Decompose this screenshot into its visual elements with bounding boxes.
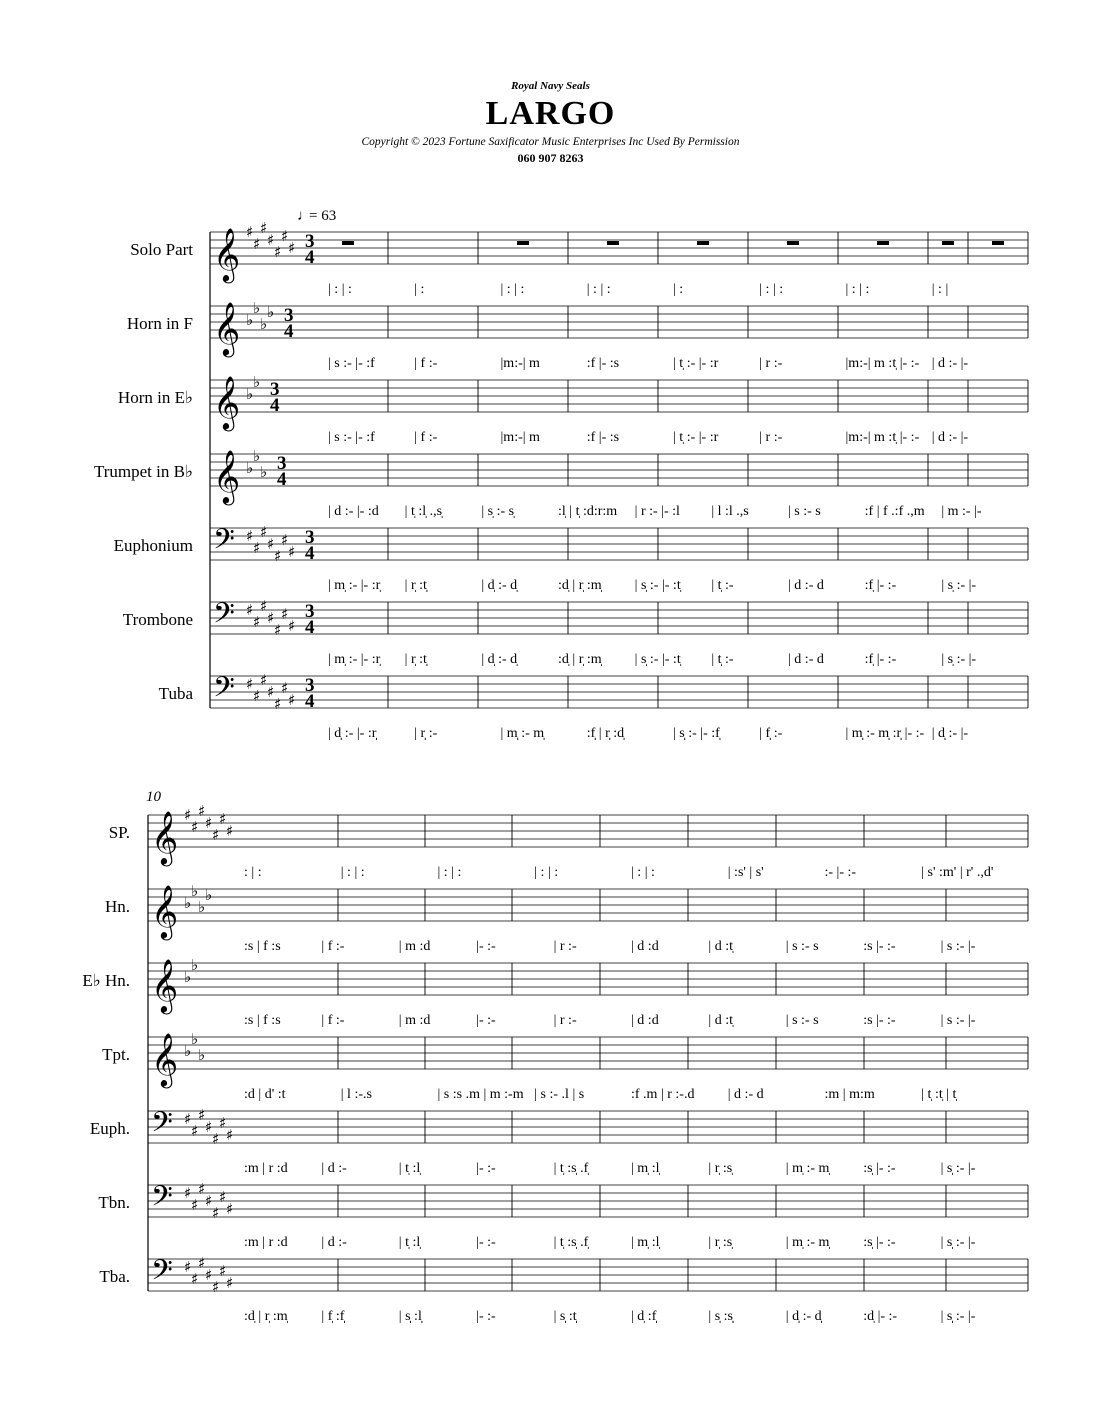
sharp-icon: ♯ bbox=[226, 1126, 234, 1144]
solfa-segment: :s̩ |- :- bbox=[863, 1235, 896, 1250]
sharp-icon: ♯ bbox=[191, 1270, 199, 1288]
sharp-icon: ♯ bbox=[226, 1200, 234, 1218]
solfa-segment: | l :-.s bbox=[340, 1087, 372, 1102]
sharp-icon: ♯ bbox=[191, 1122, 199, 1140]
solfa-segment: | : bbox=[414, 282, 425, 297]
solfa-segment: :s | f :s bbox=[244, 1013, 281, 1028]
solfa-segment: :m | r :d bbox=[244, 1161, 288, 1176]
sharp-icon: ♯ bbox=[260, 597, 268, 615]
solfa-segment: :f |- :s bbox=[586, 356, 620, 371]
solfa-segment: |m:-| m :t̩ |- :- bbox=[845, 356, 920, 371]
solfa-segment: | t̩ :- |- :r bbox=[673, 430, 719, 445]
solfa-segment: | : | : bbox=[845, 282, 870, 297]
time-signature-bottom: 4 bbox=[277, 469, 287, 490]
solfa-segment: | t̩ :l̩ .,s̩ bbox=[404, 504, 443, 519]
sharp-icon: ♯ bbox=[184, 806, 192, 824]
solfa-segment: :f̩ |- :- bbox=[864, 652, 897, 667]
sharp-icon: ♯ bbox=[288, 691, 296, 709]
rest-icon bbox=[607, 241, 619, 245]
solfa-segment: |- :- bbox=[476, 1309, 496, 1324]
solfa-segment: |m:-| m :t̩ |- :- bbox=[845, 430, 920, 445]
staff-horn-in-e- bbox=[118, 373, 1028, 445]
sharp-icon: ♯ bbox=[288, 239, 296, 257]
solfa-segment: | t̩ :- |- :r bbox=[673, 356, 719, 371]
sharp-icon: ♯ bbox=[274, 695, 282, 713]
solfa-segment: |- :- bbox=[476, 1161, 496, 1176]
solfa-segment: | s :- |- :f bbox=[328, 356, 375, 371]
solfa-segment: :d̩ | r̩ :m̩ bbox=[558, 652, 602, 667]
solfa-segment: | r̩ :t̩̩ bbox=[404, 578, 427, 593]
solfa-segment: | s' :m' | r' .,d' bbox=[921, 865, 994, 880]
solfa-segment: :m | m:m bbox=[824, 1087, 875, 1102]
subtitle: Royal Navy Seals bbox=[511, 80, 590, 92]
solfa-segment: | d̩ :- d̩ bbox=[481, 578, 518, 593]
treble-clef-icon: 𝄞 bbox=[213, 375, 241, 429]
solfa-segment: :d̩ | r̩ :m̩ bbox=[244, 1309, 288, 1324]
sharp-icon: ♯ bbox=[219, 1188, 227, 1206]
solfa-segment: | s̩ :- |- bbox=[940, 1235, 976, 1250]
sharp-icon: ♯ bbox=[205, 1266, 213, 1284]
staff-horn-in-f bbox=[127, 299, 1028, 371]
page-title: LARGO bbox=[485, 95, 616, 132]
staff-euphonium bbox=[114, 523, 1028, 593]
instrument-name: Tpt. bbox=[102, 1045, 130, 1064]
solfa-segment: :d̩ | r̩ :m̩ bbox=[558, 578, 602, 593]
sharp-icon: ♯ bbox=[281, 227, 289, 245]
sharp-icon: ♯ bbox=[260, 523, 268, 541]
staff-euph- bbox=[90, 1106, 1028, 1176]
sharp-icon: ♯ bbox=[205, 1118, 213, 1136]
instrument-name: Tba. bbox=[99, 1267, 130, 1286]
flat-icon: ♭ bbox=[191, 1030, 199, 1048]
time-signature-top: 3 bbox=[305, 527, 315, 548]
flat-icon: ♭ bbox=[246, 385, 254, 403]
rest-icon bbox=[877, 241, 889, 245]
rest-icon bbox=[517, 241, 529, 245]
measure-number: 10 bbox=[146, 789, 161, 805]
solfa-segment: | s̩ :- s̩ bbox=[481, 504, 515, 519]
sharp-icon: ♯ bbox=[253, 687, 261, 705]
flat-icon: ♭ bbox=[260, 315, 268, 333]
bass-clef-icon: 𝄢 bbox=[151, 1180, 173, 1220]
sharp-icon: ♯ bbox=[253, 235, 261, 253]
solfa-segment: | d :- bbox=[321, 1161, 347, 1176]
sharp-icon: ♯ bbox=[281, 679, 289, 697]
solfa-segment: | r :- bbox=[759, 430, 783, 445]
solfa-segment: | f :- bbox=[321, 939, 345, 954]
solfa-segment: | d :- |- bbox=[931, 430, 969, 445]
time-signature-bottom: 4 bbox=[270, 395, 280, 416]
treble-clef-icon: 𝄞 bbox=[213, 301, 241, 355]
treble-clef-icon: 𝄞 bbox=[213, 227, 241, 281]
solfa-segment: | s :- |- :f bbox=[328, 430, 375, 445]
sharp-icon: ♯ bbox=[191, 818, 199, 836]
instrument-name: Horn in F bbox=[126, 314, 193, 333]
solfa-segment: | s̩̩ :- |- :f̩̩ bbox=[673, 726, 720, 741]
rest-icon bbox=[342, 241, 354, 245]
solfa-segment: | d :d bbox=[631, 939, 659, 954]
solfa-segment: | m̩ :l̩ bbox=[631, 1161, 660, 1176]
solfa-segment: | : | : bbox=[534, 865, 559, 880]
solfa-segment: | m̩ :l̩ bbox=[631, 1235, 660, 1250]
staff-tpt- bbox=[102, 1030, 1028, 1102]
sharp-icon: ♯ bbox=[288, 543, 296, 561]
solfa-segment: | t̩ :l̩ bbox=[398, 1161, 421, 1176]
solfa-segment: :f̩̩ | r̩̩ :d̩̩ bbox=[586, 726, 625, 741]
sharp-icon: ♯ bbox=[226, 1274, 234, 1292]
solfa-segment: | t̩ :s̩ .f̩ bbox=[553, 1235, 589, 1250]
solfa-segment: | m̩̩ :- m̩̩ bbox=[500, 726, 545, 741]
sharp-icon: ♯ bbox=[281, 605, 289, 623]
sharp-icon: ♯ bbox=[212, 1130, 220, 1148]
solfa-segment: | s̩ :- |- :t̩ bbox=[634, 578, 681, 593]
tempo-marking: = 63 bbox=[309, 208, 337, 224]
instrument-name: Solo Part bbox=[130, 240, 193, 259]
solfa-segment: | :s' | s' bbox=[727, 865, 764, 880]
time-signature-top: 3 bbox=[284, 305, 294, 326]
bass-clef-icon: 𝄢 bbox=[151, 1106, 173, 1146]
sharp-icon: ♯ bbox=[288, 617, 296, 635]
solfa-segment: | t̩ :s̩ .f̩ bbox=[553, 1161, 589, 1176]
solfa-segment: |- :- bbox=[476, 1013, 496, 1028]
solfa-segment: :f̩ |- :- bbox=[864, 578, 897, 593]
sharp-icon: ♯ bbox=[260, 671, 268, 689]
instrument-name: E♭ Hn. bbox=[82, 971, 130, 990]
solfa-segment: | f̩ :f̩̩ bbox=[321, 1309, 345, 1324]
instrument-name: Trumpet in B♭ bbox=[93, 462, 193, 481]
solfa-segment: | m :d bbox=[398, 1013, 431, 1028]
solfa-segment: | d̩̩ :- |- bbox=[931, 726, 969, 741]
solfa-segment: | s :- |- bbox=[940, 1013, 976, 1028]
solfa-segment: | : bbox=[673, 282, 684, 297]
solfa-segment: :f .m | r :-.d bbox=[631, 1087, 695, 1102]
tempo-note-icon: ♩ bbox=[297, 208, 312, 224]
flat-icon: ♭ bbox=[198, 898, 206, 916]
solfa-segment: :s |- :- bbox=[863, 939, 896, 954]
flat-icon: ♭ bbox=[246, 459, 254, 477]
solfa-segment: | m :- |- bbox=[941, 504, 982, 519]
sharp-icon: ♯ bbox=[184, 1184, 192, 1202]
sharp-icon: ♯ bbox=[281, 531, 289, 549]
catalog-number: 060 907 8263 bbox=[517, 151, 584, 165]
sharp-icon: ♯ bbox=[219, 1114, 227, 1132]
rest-icon bbox=[992, 241, 1004, 245]
solfa-segment: | d̩ :f̩̩ bbox=[631, 1309, 657, 1324]
solfa-segment: :f |- :s bbox=[586, 430, 620, 445]
staff-tba- bbox=[99, 1254, 1028, 1324]
solfa-segment: : | : bbox=[244, 865, 262, 880]
solfa-segment: | f :- bbox=[321, 1013, 345, 1028]
sharp-icon: ♯ bbox=[198, 1180, 206, 1198]
solfa-segment: | r̩ :s̩ bbox=[708, 1235, 733, 1250]
sharp-icon: ♯ bbox=[253, 613, 261, 631]
solfa-segment: | t̩ :l̩ bbox=[398, 1235, 421, 1250]
solfa-segment: | d̩ :- d̩ bbox=[481, 652, 518, 667]
system-2 bbox=[82, 789, 1028, 1324]
sharp-icon: ♯ bbox=[219, 1262, 227, 1280]
time-signature-top: 3 bbox=[305, 231, 315, 252]
sharp-icon: ♯ bbox=[267, 231, 275, 249]
solfa-segment: | d :- bbox=[321, 1235, 347, 1250]
solfa-segment: :d̩ |- :- bbox=[863, 1309, 898, 1324]
sharp-icon: ♯ bbox=[267, 609, 275, 627]
treble-clef-icon: 𝄞 bbox=[213, 449, 241, 503]
instrument-name: Hn. bbox=[104, 897, 130, 916]
sharp-icon: ♯ bbox=[198, 802, 206, 820]
sharp-icon: ♯ bbox=[267, 535, 275, 553]
solfa-segment: | s :s .m | m :-m bbox=[437, 1087, 524, 1102]
sharp-icon: ♯ bbox=[246, 675, 254, 693]
solfa-segment: :l̩ | t̩ :d:r:m bbox=[558, 504, 618, 519]
time-signature-top: 3 bbox=[305, 675, 315, 696]
treble-clef-icon: 𝄞 bbox=[151, 810, 179, 864]
treble-clef-icon: 𝄞 bbox=[151, 1032, 179, 1086]
solfa-segment: | s̩ :- |- bbox=[941, 578, 977, 593]
flat-icon: ♭ bbox=[246, 311, 254, 329]
sharp-icon: ♯ bbox=[246, 527, 254, 545]
solfa-segment: | s̩̩ :- |- bbox=[940, 1309, 976, 1324]
solfa-segment: |- :- bbox=[476, 1235, 496, 1250]
solfa-segment: | r̩ :t̩̩ bbox=[404, 652, 427, 667]
instrument-name: Trombone bbox=[122, 610, 193, 629]
sharp-icon: ♯ bbox=[212, 1204, 220, 1222]
solfa-segment: | m :d bbox=[398, 939, 431, 954]
flat-icon: ♭ bbox=[191, 956, 199, 974]
solfa-segment: :s |- :- bbox=[863, 1013, 896, 1028]
flat-icon: ♭ bbox=[191, 882, 199, 900]
solfa-segment: | m̩ :- |- :r̩ bbox=[328, 652, 381, 667]
solfa-segment: | s :- s bbox=[785, 939, 819, 954]
solfa-segment: | s̩̩ :s̩̩̩ bbox=[708, 1309, 733, 1324]
solfa-segment: | d̩̩ :- d̩̩ bbox=[785, 1309, 822, 1324]
solfa-segment: | s̩ :- |- :t̩ bbox=[634, 652, 681, 667]
solfa-segment: | : | bbox=[931, 282, 949, 297]
solfa-segment: | d :t̩ bbox=[708, 939, 733, 954]
solfa-segment: | t̩ :- bbox=[711, 578, 734, 593]
solfa-segment: | d :- |- bbox=[931, 356, 969, 371]
flat-icon: ♭ bbox=[253, 447, 261, 465]
instrument-name: Euphonium bbox=[113, 536, 193, 555]
solfa-segment: :- |- :- bbox=[824, 865, 857, 880]
staff-solo-part bbox=[130, 219, 1028, 297]
sharp-icon: ♯ bbox=[253, 539, 261, 557]
time-signature-top: 3 bbox=[277, 453, 287, 474]
solfa-segment: | s̩̩ :t̩̩ bbox=[553, 1309, 577, 1324]
solfa-segment: | r :- |- :l bbox=[634, 504, 680, 519]
solfa-segment: :d | d' :t bbox=[244, 1087, 286, 1102]
solfa-segment: | s̩ :- |- bbox=[940, 1161, 976, 1176]
solfa-segment: | l :l .,s bbox=[711, 504, 749, 519]
sharp-icon: ♯ bbox=[260, 219, 268, 237]
solfa-segment: | d :- d bbox=[727, 1087, 764, 1102]
sharp-icon: ♯ bbox=[274, 621, 282, 639]
solfa-segment: |m:-| m bbox=[500, 430, 540, 445]
solfa-segment: | r̩ :s̩ bbox=[708, 1161, 733, 1176]
solfa-segment: | m̩ :- m̩ bbox=[785, 1161, 830, 1176]
system-1 bbox=[94, 208, 1028, 741]
treble-clef-icon: 𝄞 bbox=[151, 958, 179, 1012]
staff-hn- bbox=[105, 882, 1028, 954]
solfa-segment: | : | : bbox=[340, 865, 365, 880]
solfa-segment: | m̩̩ :- m̩̩ :r̩̩ |- :- bbox=[845, 726, 925, 741]
sharp-icon: ♯ bbox=[191, 1196, 199, 1214]
flat-icon: ♭ bbox=[198, 1046, 206, 1064]
solfa-segment: :m | r :d bbox=[244, 1235, 288, 1250]
sharp-icon: ♯ bbox=[198, 1106, 206, 1124]
time-signature-bottom: 4 bbox=[305, 247, 315, 268]
instrument-name: Euph. bbox=[89, 1119, 130, 1138]
time-signature-bottom: 4 bbox=[305, 617, 315, 638]
solfa-segment: | t̩ :t̩ | t̩ bbox=[921, 1087, 957, 1102]
solfa-segment: | : | : bbox=[437, 865, 462, 880]
time-signature-top: 3 bbox=[305, 601, 315, 622]
sharp-icon: ♯ bbox=[246, 223, 254, 241]
solfa-segment: | d̩̩ :- |- :r̩̩ bbox=[328, 726, 377, 741]
solfa-segment: :s̩ |- :- bbox=[863, 1161, 896, 1176]
sharp-icon: ♯ bbox=[274, 243, 282, 261]
bass-clef-icon: 𝄢 bbox=[213, 523, 235, 563]
solfa-segment: | r̩̩ :- bbox=[414, 726, 438, 741]
solfa-segment: | r :- bbox=[553, 1013, 577, 1028]
staff-trumpet-in-b- bbox=[94, 447, 1028, 519]
copyright-line: Copyright © 2023 Fortune Saxificator Music Enterprises Inc Used By Permission bbox=[361, 136, 740, 148]
solfa-segment: | d :- |- :d bbox=[328, 504, 379, 519]
sharp-icon: ♯ bbox=[226, 822, 234, 840]
solfa-segment: :f | f .:f .,m bbox=[864, 504, 925, 519]
solfa-segment: | d :d bbox=[631, 1013, 659, 1028]
solfa-segment: | : | : bbox=[631, 865, 655, 880]
rest-icon bbox=[697, 241, 709, 245]
solfa-segment: | f :- bbox=[414, 356, 438, 371]
solfa-segment: | s̩ :- |- bbox=[941, 652, 977, 667]
solfa-segment: | d :t̩ bbox=[708, 1013, 733, 1028]
solfa-segment: | d :- d bbox=[788, 578, 824, 593]
time-signature-bottom: 4 bbox=[305, 543, 315, 564]
solfa-segment: | : | : bbox=[759, 282, 784, 297]
rest-icon bbox=[787, 241, 799, 245]
treble-clef-icon: 𝄞 bbox=[151, 884, 179, 938]
flat-icon: ♭ bbox=[184, 1042, 192, 1060]
flat-icon: ♭ bbox=[205, 886, 213, 904]
solfa-segment: | t̩ :- bbox=[711, 652, 734, 667]
solfa-segment: | f :- bbox=[414, 430, 438, 445]
time-signature-bottom: 4 bbox=[284, 321, 294, 342]
flat-icon: ♭ bbox=[184, 968, 192, 986]
instrument-name: SP. bbox=[108, 823, 130, 842]
sharp-icon: ♯ bbox=[246, 601, 254, 619]
sharp-icon: ♯ bbox=[267, 683, 275, 701]
flat-icon: ♭ bbox=[260, 463, 268, 481]
sharp-icon: ♯ bbox=[219, 810, 227, 828]
staff-tuba bbox=[159, 671, 1028, 741]
solfa-segment: | : | : bbox=[586, 282, 611, 297]
bass-clef-icon: 𝄢 bbox=[213, 597, 235, 637]
solfa-segment: | d :- d bbox=[788, 652, 824, 667]
sharp-icon: ♯ bbox=[212, 1278, 220, 1296]
solfa-segment: | s :- |- bbox=[940, 939, 976, 954]
flat-icon: ♭ bbox=[267, 303, 275, 321]
solfa-segment: | r :- bbox=[553, 939, 577, 954]
rest-icon bbox=[942, 241, 954, 245]
solfa-segment: | m̩ :- |- :r̩ bbox=[328, 578, 381, 593]
solfa-segment: | s̩̩ :l̩̩ bbox=[398, 1309, 422, 1324]
staff-tbn- bbox=[98, 1180, 1028, 1250]
sharp-icon: ♯ bbox=[205, 814, 213, 832]
solfa-segment: | m̩ :- m̩ bbox=[785, 1235, 830, 1250]
instrument-name: Horn in E♭ bbox=[117, 388, 193, 407]
sharp-icon: ♯ bbox=[184, 1258, 192, 1276]
flat-icon: ♭ bbox=[253, 373, 261, 391]
sharp-icon: ♯ bbox=[205, 1192, 213, 1210]
solfa-segment: |m:-| m bbox=[500, 356, 540, 371]
solfa-segment: |- :- bbox=[476, 939, 496, 954]
bass-clef-icon: 𝄢 bbox=[213, 671, 235, 711]
solfa-segment: :s | f :s bbox=[244, 939, 281, 954]
solfa-segment: | s :- s bbox=[785, 1013, 819, 1028]
instrument-name: Tbn. bbox=[98, 1193, 130, 1212]
solfa-segment: | : | : bbox=[328, 282, 352, 297]
staff-sp- bbox=[109, 802, 1028, 880]
sharp-icon: ♯ bbox=[198, 1254, 206, 1272]
flat-icon: ♭ bbox=[253, 299, 261, 317]
solfa-segment: | r :- bbox=[759, 356, 783, 371]
flat-icon: ♭ bbox=[184, 894, 192, 912]
sharp-icon: ♯ bbox=[274, 547, 282, 565]
solfa-segment: | : | : bbox=[500, 282, 525, 297]
staff-e-hn- bbox=[82, 956, 1028, 1028]
bass-clef-icon: 𝄢 bbox=[151, 1254, 173, 1294]
solfa-segment: | s :- .l | s bbox=[534, 1087, 585, 1102]
solfa-segment: | s :- s bbox=[788, 504, 821, 519]
sharp-icon: ♯ bbox=[212, 826, 220, 844]
time-signature-bottom: 4 bbox=[305, 691, 315, 712]
time-signature-top: 3 bbox=[270, 379, 280, 400]
solfa-segment: | f̩̩ :- bbox=[759, 726, 783, 741]
instrument-name: Tuba bbox=[158, 684, 193, 703]
staff-trombone bbox=[123, 597, 1028, 667]
sharp-icon: ♯ bbox=[184, 1110, 192, 1128]
